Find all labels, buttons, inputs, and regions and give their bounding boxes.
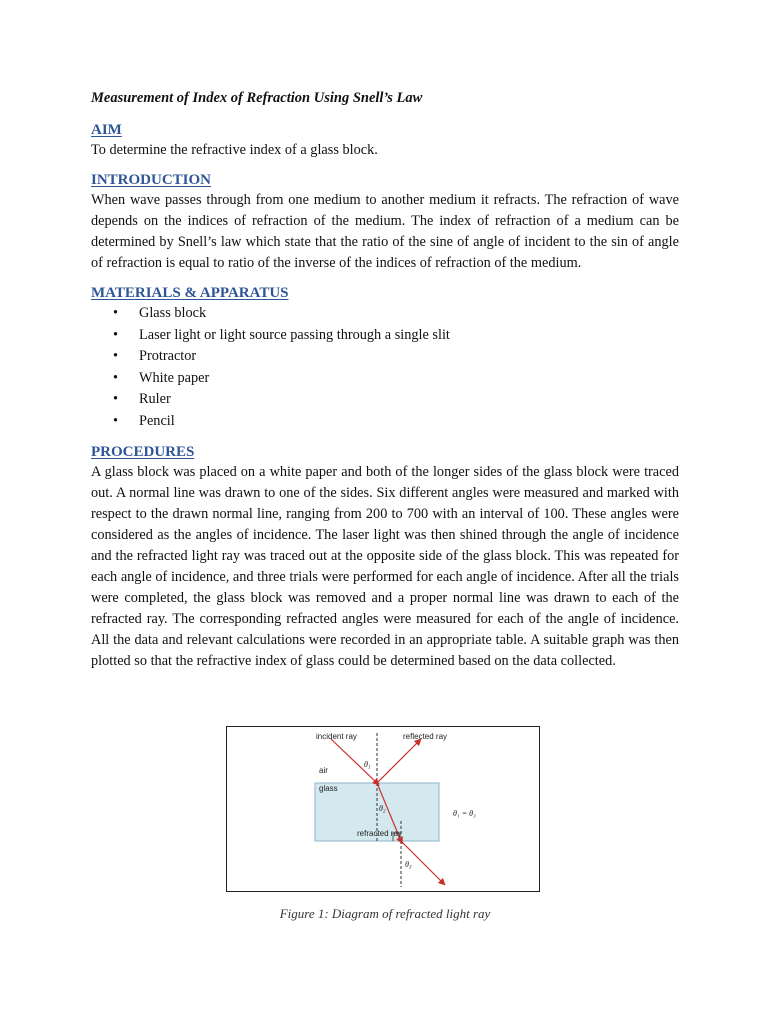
reflected-ray-label: reflected ray [403, 732, 448, 741]
refraction-diagram-svg [227, 727, 539, 891]
list-item: • Laser light or light source passing through a single slit [113, 325, 679, 347]
introduction-text: When wave passes through from one medium to another medium it refracts. The refraction of wave depends on the indices of refraction of the medium. The index of refraction of a medium can be determined by Snell’s law which state that the ratio of the sine of angle of incident to the sin of angle of refraction is equal to ratio of the inverse of the indices of refraction of the medium. [91, 192, 679, 271]
materials-heading: MATERIALS & APPARATUS [91, 285, 289, 301]
refracted-ray-label: refracted ray [357, 829, 402, 838]
theta1-label: θ1 [364, 760, 371, 771]
reflected-ray [377, 741, 419, 783]
introduction-heading: INTRODUCTION [91, 172, 212, 188]
list-item: • Protractor [113, 346, 679, 368]
procedures-text: A glass block was placed on a white paper and both of the longer sides of the glass block were traced out. A normal line was drawn to one of the sides. Six different angles were measured and marked with respect to the drawn normal line, ranging from 200 to 700 with an interval of 100. These angles were considered as the angles of incidence. The laser light was then shined through the angle of incidence and the refracted light ray was traced out at the opposite side of the glass block. This was repeated for each angle of incidence, and three trials were performed for each angle of incidence. After all the trials were completed, the glass block was removed and a proper normal line was drawn to each of the refracted ray. The corresponding refracted angles were measured for each of the angle of incidence. All the data and relevant calculations were recorded in an appropriate table. A suitable graph was then plotted so that the refractive index of glass could be determined based on the data collected. [91, 463, 679, 669]
incident-ray-label: incident ray [316, 732, 357, 741]
procedures-heading: PROCEDURES [91, 443, 195, 460]
list-item: • White paper [113, 368, 679, 390]
list-item: • Ruler [113, 389, 679, 411]
aim-text: To determine the refractive index of a glass block. [91, 142, 378, 158]
incident-ray [331, 739, 377, 783]
document-title: Measurement of Index of Refraction Using Snell’s Law [91, 90, 423, 106]
angle-equation: θ₁ = θ₃ [453, 809, 476, 818]
list-item: • Glass block [113, 303, 679, 325]
document-page [91, 90, 679, 921]
figure-caption: Figure 1: Diagram of refracted light ray [279, 906, 491, 921]
glass-label: glass [319, 784, 338, 793]
list-item: • Pencil [113, 411, 679, 433]
theta3-label: θ3 [405, 860, 412, 871]
air-label: air [319, 766, 328, 775]
theta2-label: θ2 [379, 804, 386, 815]
materials-list [91, 303, 679, 433]
aim-heading: AIM [91, 122, 122, 138]
refraction-diagram [226, 726, 540, 892]
